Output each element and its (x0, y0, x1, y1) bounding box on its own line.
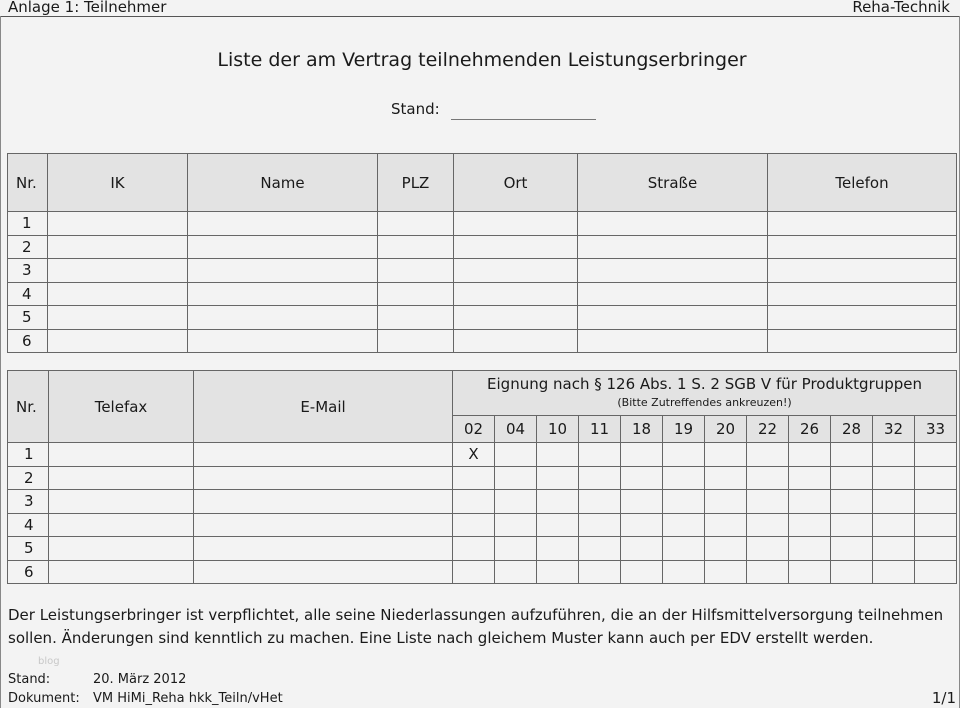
contact-eignung-table (7, 370, 957, 584)
product-group-header: 28 (831, 416, 873, 443)
table-cell[interactable] (49, 466, 194, 490)
group-checkbox-cell[interactable] (915, 490, 957, 514)
table-cell[interactable] (48, 282, 188, 306)
col-telefon: Telefon (768, 154, 957, 212)
row-number: 6 (8, 560, 49, 584)
group-checkbox-cell[interactable] (747, 513, 789, 537)
col-plz: PLZ (378, 154, 454, 212)
table-cell[interactable] (454, 235, 578, 259)
table-cell[interactable] (578, 235, 768, 259)
group-checkbox-cell[interactable] (453, 466, 495, 490)
product-group-header: 18 (621, 416, 663, 443)
group-checkbox-cell[interactable] (873, 443, 915, 467)
group-checkbox-cell[interactable] (873, 513, 915, 537)
table-row (8, 235, 957, 259)
group-checkbox-cell[interactable] (873, 466, 915, 490)
group-checkbox-cell[interactable] (495, 490, 537, 514)
table-row (8, 282, 957, 306)
table-cell[interactable] (578, 282, 768, 306)
group-checkbox-cell[interactable] (831, 513, 873, 537)
group-checkbox-cell[interactable] (747, 490, 789, 514)
group-checkbox-cell[interactable] (831, 537, 873, 561)
table-cell[interactable] (49, 537, 194, 561)
product-group-header: 10 (537, 416, 579, 443)
group-checkbox-cell[interactable] (495, 560, 537, 584)
col-ort: Ort (454, 154, 578, 212)
table-cell[interactable] (49, 560, 194, 584)
watermark-text: blog (38, 656, 60, 667)
table-cell[interactable] (378, 235, 454, 259)
group-checkbox-cell[interactable] (495, 537, 537, 561)
table-cell[interactable] (49, 513, 194, 537)
group-checkbox-cell[interactable] (789, 537, 831, 561)
group-checkbox-cell[interactable] (705, 513, 747, 537)
group-checkbox-cell[interactable] (453, 513, 495, 537)
product-group-header: 20 (705, 416, 747, 443)
group-checkbox-cell[interactable] (579, 537, 621, 561)
group-checkbox-cell[interactable] (705, 560, 747, 584)
table-row (8, 537, 957, 561)
col-nr: Nr. (8, 154, 48, 212)
table-row (8, 490, 957, 514)
table-cell[interactable] (578, 259, 768, 283)
group-checkbox-cell[interactable] (621, 513, 663, 537)
row-number: 6 (8, 329, 48, 353)
group-checkbox-cell[interactable] (747, 466, 789, 490)
group-checkbox-cell[interactable] (579, 466, 621, 490)
group-checkbox-cell[interactable] (579, 490, 621, 514)
group-checkbox-cell[interactable] (873, 560, 915, 584)
eignung-header-row (8, 371, 957, 416)
table-cell[interactable] (48, 306, 188, 330)
header-left: Anlage 1: Teilnehmer (8, 0, 167, 16)
footer-doc-value: VM HiMi_Reha hkk_Teiln/vHet (93, 691, 283, 706)
page-border-left (0, 16, 1, 708)
group-checkbox-cell[interactable] (705, 490, 747, 514)
group-checkbox-cell[interactable] (537, 443, 579, 467)
group-checkbox-cell[interactable] (621, 443, 663, 467)
table-cell[interactable] (378, 259, 454, 283)
table-cell[interactable] (768, 282, 957, 306)
group-checkbox-cell[interactable] (789, 443, 831, 467)
group-checkbox-cell[interactable] (705, 537, 747, 561)
row-number: 1 (8, 443, 49, 467)
table-row (8, 259, 957, 283)
product-group-header: 04 (495, 416, 537, 443)
note-text: Der Leistungserbringer ist verpflichtet, alle seine Niederlassungen aufzuführen, die an der Hilfsmittelversorgung teilnehmen sollen. Änderungen sind kenntlich zu machen. Eine Liste nach gleichem Muster kann auch per EDV erstellt werden. (8, 606, 944, 647)
col-name: Name (188, 154, 378, 212)
table-cell[interactable] (768, 259, 957, 283)
footer-stand-value: 20. März 2012 (93, 672, 187, 687)
col-email: E-Mail (194, 371, 453, 443)
product-group-header: 19 (663, 416, 705, 443)
group-checkbox-cell[interactable] (873, 537, 915, 561)
col-strasse: Straße (578, 154, 768, 212)
group-checkbox-cell[interactable] (621, 537, 663, 561)
table-cell[interactable] (49, 490, 194, 514)
group-checkbox-cell[interactable] (915, 560, 957, 584)
group-checkbox-cell[interactable] (831, 490, 873, 514)
product-group-header: 32 (873, 416, 915, 443)
eignung-title: Eignung nach § 126 Abs. 1 S. 2 SGB V für Produktgruppen (487, 375, 923, 393)
table-cell[interactable] (378, 306, 454, 330)
group-checkbox-cell[interactable] (621, 490, 663, 514)
group-checkbox-cell[interactable] (915, 443, 957, 467)
group-checkbox-cell[interactable] (789, 560, 831, 584)
table-cell[interactable] (194, 443, 453, 467)
group-checkbox-cell[interactable] (747, 443, 789, 467)
table-cell[interactable] (454, 259, 578, 283)
row-number: 2 (8, 235, 48, 259)
group-checkbox-cell[interactable] (915, 537, 957, 561)
table-row (8, 466, 957, 490)
table-cell[interactable] (194, 513, 453, 537)
table-cell[interactable] (454, 282, 578, 306)
row-number: 4 (8, 282, 48, 306)
group-checkbox-cell[interactable] (453, 560, 495, 584)
group-checkbox-cell[interactable] (537, 560, 579, 584)
provider-table-header (8, 154, 957, 212)
table-cell[interactable] (378, 282, 454, 306)
stand-input-line[interactable] (451, 119, 596, 120)
group-checkbox-cell[interactable] (453, 490, 495, 514)
table-cell[interactable] (49, 443, 194, 467)
group-checkbox-cell[interactable] (495, 513, 537, 537)
group-checkbox-cell[interactable] (705, 443, 747, 467)
table-cell[interactable] (768, 212, 957, 236)
table-cell[interactable] (454, 306, 578, 330)
product-group-header: 26 (789, 416, 831, 443)
table-row (8, 513, 957, 537)
table-cell[interactable] (194, 466, 453, 490)
table-cell[interactable] (188, 235, 378, 259)
table-cell[interactable] (768, 235, 957, 259)
col-telefax: Telefax (49, 371, 194, 443)
table-row (8, 212, 957, 236)
group-checkbox-cell[interactable] (537, 466, 579, 490)
group-checkbox-cell[interactable] (831, 560, 873, 584)
table-cell[interactable] (378, 212, 454, 236)
table-cell[interactable] (768, 306, 957, 330)
table-cell[interactable] (48, 329, 188, 353)
group-checkbox-cell[interactable] (495, 466, 537, 490)
table-cell[interactable] (578, 306, 768, 330)
col-ik: IK (48, 154, 188, 212)
group-checkbox-cell[interactable] (831, 443, 873, 467)
row-number: 3 (8, 259, 48, 283)
group-checkbox-cell[interactable] (705, 466, 747, 490)
product-group-header: 22 (747, 416, 789, 443)
product-group-header: 02 (453, 416, 495, 443)
header-rule (0, 16, 960, 17)
table-cell[interactable] (454, 329, 578, 353)
table-cell[interactable] (188, 329, 378, 353)
row-number: 2 (8, 466, 49, 490)
group-checkbox-cell[interactable] (873, 490, 915, 514)
page-number: 1/1 (931, 689, 956, 707)
group-checkbox-cell[interactable] (747, 560, 789, 584)
row-number: 5 (8, 537, 49, 561)
eignung-hint: (Bitte Zutreffendes ankreuzen!) (617, 396, 792, 409)
group-checkbox-cell[interactable] (579, 513, 621, 537)
product-group-header: 33 (915, 416, 957, 443)
product-group-header: 11 (579, 416, 621, 443)
group-checkbox-cell[interactable] (537, 490, 579, 514)
group-checkbox-cell[interactable] (915, 466, 957, 490)
group-checkbox-cell[interactable] (495, 443, 537, 467)
group-checkbox-cell[interactable] (621, 466, 663, 490)
table-cell[interactable] (48, 235, 188, 259)
row-number: 3 (8, 490, 49, 514)
group-checkbox-cell[interactable] (831, 466, 873, 490)
table-cell[interactable] (188, 306, 378, 330)
group-checkbox-cell[interactable] (663, 513, 705, 537)
table-row (8, 329, 957, 353)
eignung-header (453, 371, 957, 416)
table-cell[interactable] (454, 212, 578, 236)
group-checkbox-cell[interactable] (621, 560, 663, 584)
footer-doc-label: Dokument: (8, 691, 80, 706)
table-cell[interactable] (188, 259, 378, 283)
group-checkbox-cell[interactable]: X (453, 443, 495, 467)
group-checkbox-cell[interactable] (663, 490, 705, 514)
table-row (8, 443, 957, 467)
table-cell[interactable] (188, 282, 378, 306)
group-checkbox-cell[interactable] (663, 466, 705, 490)
group-checkbox-cell[interactable] (789, 513, 831, 537)
table-cell[interactable] (48, 259, 188, 283)
table-cell[interactable] (194, 537, 453, 561)
table-cell[interactable] (194, 490, 453, 514)
stand-label: Stand: (391, 100, 440, 118)
table-row (8, 306, 957, 330)
group-checkbox-cell[interactable] (747, 537, 789, 561)
table-cell[interactable] (194, 560, 453, 584)
group-checkbox-cell[interactable] (663, 443, 705, 467)
footer-stand-label: Stand: (8, 672, 51, 687)
group-checkbox-cell[interactable] (663, 560, 705, 584)
group-checkbox-cell[interactable] (789, 466, 831, 490)
page-title: Liste der am Vertrag teilnehmenden Leistungserbringer (217, 49, 747, 71)
table-row (8, 560, 957, 584)
row-number: 5 (8, 306, 48, 330)
group-checkbox-cell[interactable] (789, 490, 831, 514)
header-right: Reha-Technik (852, 0, 950, 16)
row-number: 1 (8, 212, 48, 236)
table-cell[interactable] (578, 329, 768, 353)
table-cell[interactable] (48, 212, 188, 236)
row-number: 4 (8, 513, 49, 537)
group-checkbox-cell[interactable] (663, 537, 705, 561)
table-cell[interactable] (188, 212, 378, 236)
table-cell[interactable] (378, 329, 454, 353)
table-cell[interactable] (768, 329, 957, 353)
group-checkbox-cell[interactable] (453, 537, 495, 561)
provider-table (7, 153, 957, 353)
group-checkbox-cell[interactable] (915, 513, 957, 537)
col-nr: Nr. (8, 371, 49, 443)
group-checkbox-cell[interactable] (579, 443, 621, 467)
group-checkbox-cell[interactable] (537, 537, 579, 561)
table-cell[interactable] (578, 212, 768, 236)
group-checkbox-cell[interactable] (537, 513, 579, 537)
group-checkbox-cell[interactable] (579, 560, 621, 584)
